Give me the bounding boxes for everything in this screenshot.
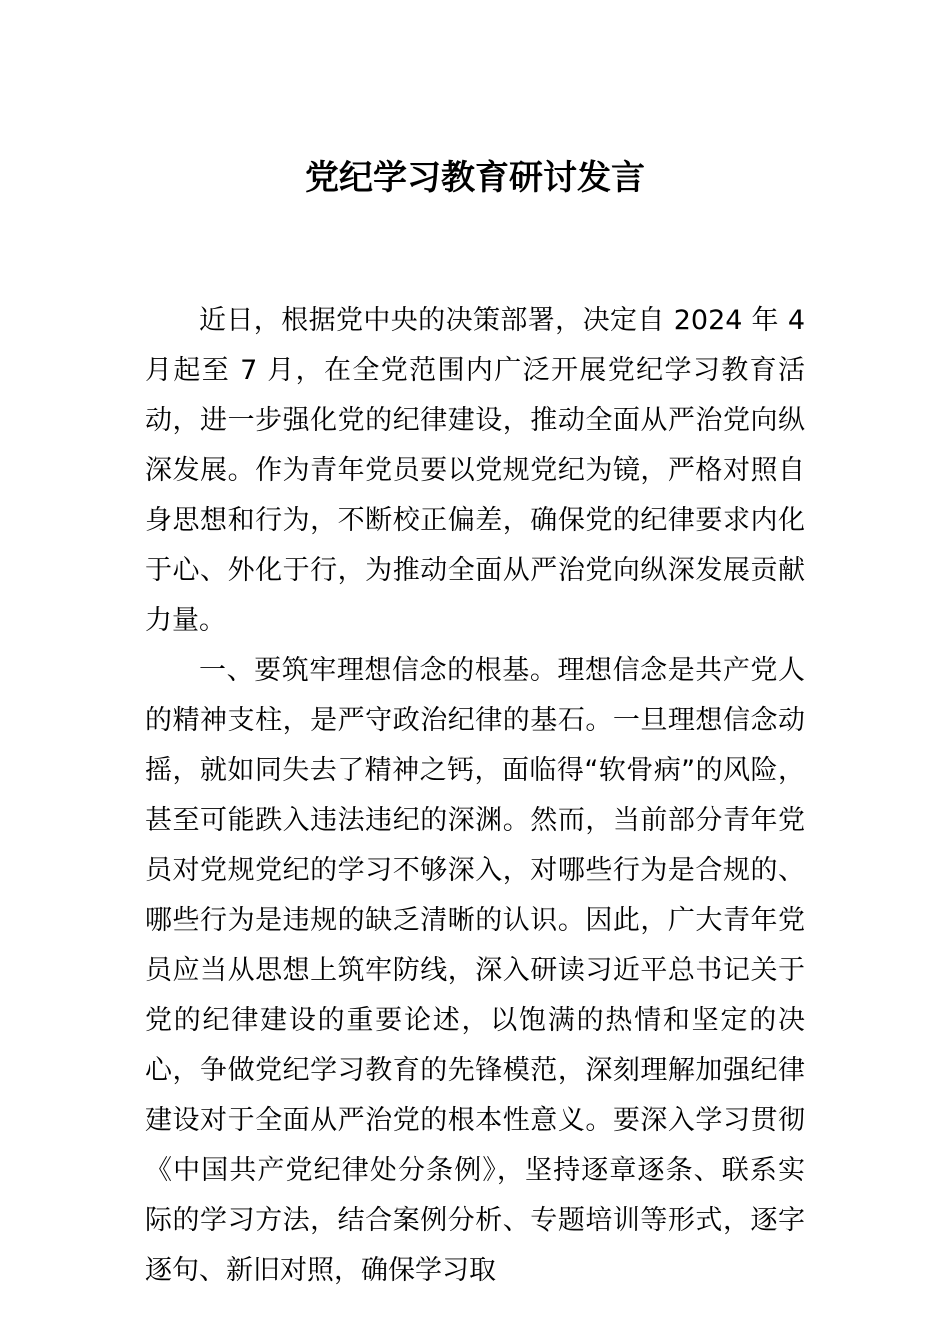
document-body (145, 296, 805, 1296)
paragraph-section-one: 一、要筑牢理想信念的根基。理想信念是共产党人的精神支柱，是严守政治纪律的基石。一旦理想信念动摇，就如同失去了精神之钙，面临得“软骨病”的风险，甚至可能跌入违法违纪的深渊。然而，当前部分青年党员对党规党纪的学习不够深入，对哪些行为是合规的、哪些行为是违规的缺乏清晰的认识。因此，广大青年党员应当从思想上筑牢防线，深入研读习近平总书记关于党的纪律建设的重要论述，以饱满的热情和坚定的决心，争做党纪学习教育的先锋模范，深刻理解加强纪律建设对于全面从严治党的根本性意义。要深入学习贯彻《中国共产党纪律处分条例》，坚持逐章逐条、联系实际的学习方法，结合案例分析、专题培训等形式，逐字逐句、新旧对照，确保学习取 (145, 655, 805, 1286)
paragraph-intro: 近日，根据党中央的决策部署，决定自 2024 年 4 月起至 7 月，在全党范围内广泛开展党纪学习教育活动，进一步强化党的纪律建设，推动全面从严治党向纵深发展。作为青年党员要以党规党纪为镜，严格对照自身思想和行为，不断校正偏差，确保党的纪律要求内化于心、外化于行，为推动全面从严治党向纵深发展贡献力量。 (145, 305, 805, 636)
document-title: 党纪学习教育研讨发言 (305, 158, 645, 198)
